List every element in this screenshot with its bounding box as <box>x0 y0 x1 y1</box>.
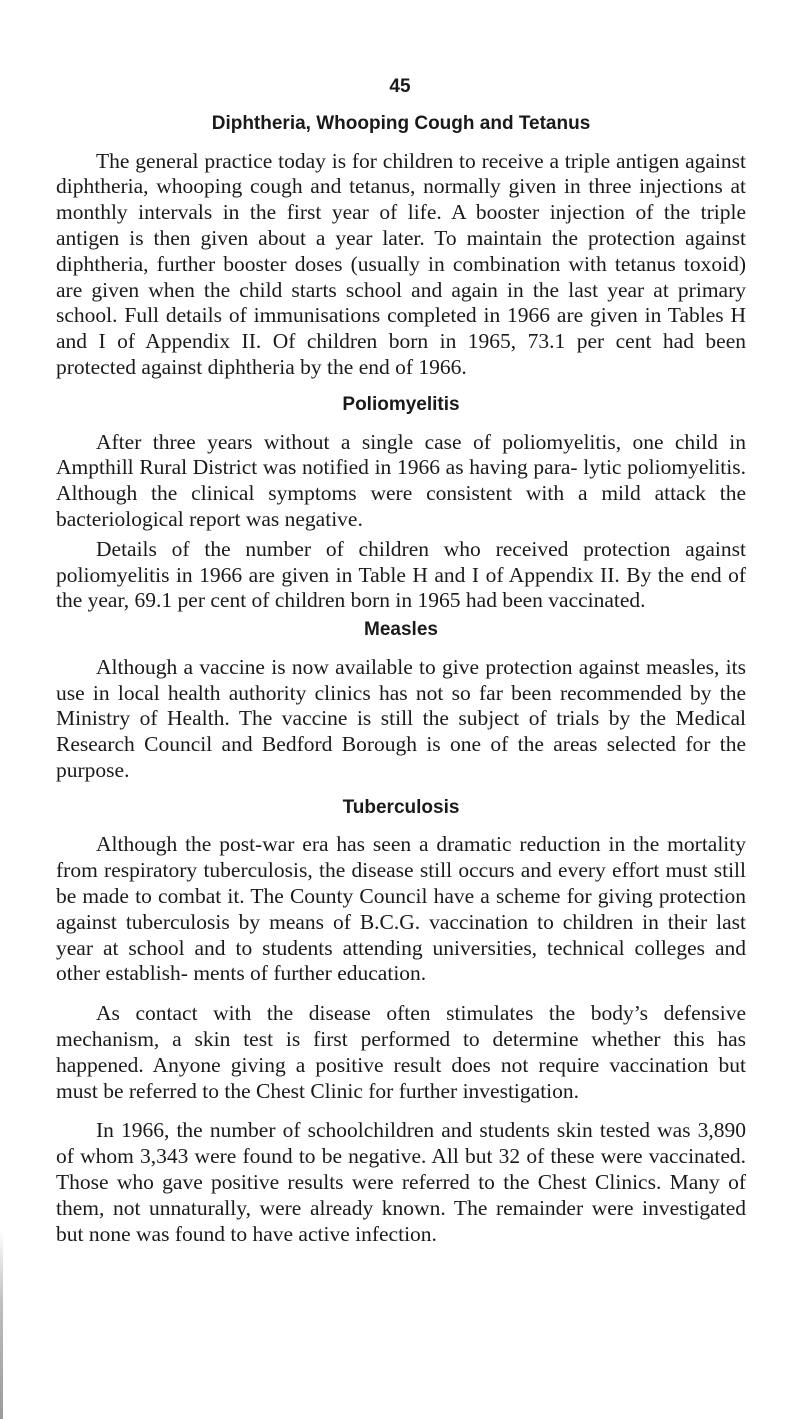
paragraph: As contact with the disease often stimulates the body’s defensive mechanism, a skin test is first performed to determine whether this has happened. Anyone giving a positive result does not require vaccination but must be referred to the Chest Clinic for further investigation. <box>56 1001 746 1103</box>
section-diphtheria <box>56 112 746 381</box>
section-measles <box>56 618 746 784</box>
section-heading: Tuberculosis <box>342 796 460 818</box>
section-poliomyelitis <box>56 393 746 614</box>
paragraph: The general practice today is for children to receive a triple antigen against diphtheria, whooping cough and tetanus, normally given in three injections at monthly intervals in the first year of life. A booster injection of the triple antigen is then given about a year later. To maintain the protection against diphtheria, further booster doses (usually in combination with tetanus toxoid) are given when the child starts school and again in the last year at primary school. Full details of immunisations completed in 1966 are given in Tables H and I of Appendix II. Of children born in 1965, 73.1 per cent had been protected against diphtheria by the end of 1966. <box>56 148 746 380</box>
paragraph: After three years without a single case of poliomyelitis, one child in Ampthill Rural District was notified in 1966 as having para- lytic poliomyelitis. Although the clinical symptoms were consistent with a mild attack the bacteriological report was negative. <box>56 429 746 531</box>
section-tuberculosis <box>56 796 746 1248</box>
paragraph: Although a vaccine is now available to give protection against measles, its use in local health authority clinics has not so far been recommended by the Ministry of Health. The vaccine is still the subject of trials by the Medical Research Council and Bedford Borough is one of the areas selected for the purpose. <box>56 654 746 782</box>
paragraph: Although the post-war era has seen a dramatic reduction in the mortality from respiratory tuberculosis, the disease still occurs and every effort must still be made to combat it. The County Council have a scheme for giving protection against tuberculosis by means of B.C.G. vaccination to children in their last year at school and to students attending universities, technical colleges and other establish- ments of further education. <box>56 832 746 986</box>
page-number: 45 <box>389 76 411 97</box>
paragraph: Details of the number of children who received protection against poliomyelitis in 1966 are given in Table H and I of Appendix II. By the end of the year, 69.1 per cent of children born in 1965 had been vaccinated. <box>56 536 746 613</box>
paragraph: In 1966, the number of schoolchildren and students skin tested was 3,890 of whom 3,343 were found to be negative. All but 32 of these were vaccinated. Those who gave positive results were referred to the Chest Clinics. Many of them, not unnaturally, were already known. The remainder were investigated but none was found to have active infection. <box>56 1118 746 1246</box>
section-heading: Measles <box>364 619 438 641</box>
section-heading: Diphtheria, Whooping Cough and Tetanus <box>211 113 591 134</box>
page-edge-shadow <box>0 1230 3 1419</box>
section-heading: Poliomyelitis <box>342 393 460 415</box>
document-body <box>56 112 746 1259</box>
